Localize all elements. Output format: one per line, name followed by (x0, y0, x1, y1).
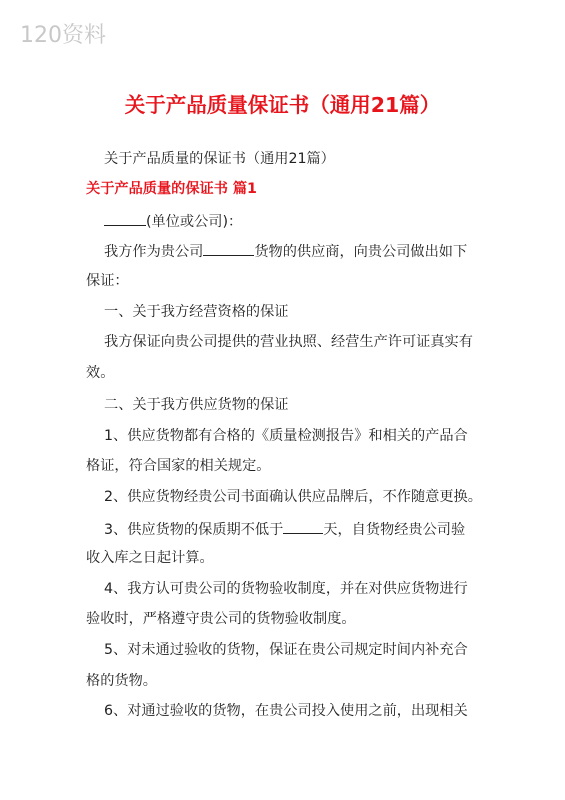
paragraph-text: 我方作为贵公司 (104, 244, 204, 260)
blank-underline (104, 210, 146, 226)
paragraph-line: 2、供应货物经贵公司书面确认供应品牌后，不作随意更换。 (104, 489, 482, 505)
paragraph-line: 6、对通过验收的货物，在贵公司投入使用之前，出现相关 (104, 703, 468, 719)
clause-heading: 一、关于我方经营资格的保证 (104, 304, 289, 320)
paragraph-line: 格证，符合国家的相关规定。 (86, 458, 271, 474)
paragraph-text: 货物的供应商，向贵公司做出如下 (254, 244, 468, 260)
blank-underline (283, 518, 323, 534)
watermark-logo: 120资料 (20, 23, 106, 48)
paragraph-line: 我方保证向贵公司提供的营业执照、经营生产许可证真实有 (104, 334, 473, 350)
section-heading: 关于产品质量的保证书 篇1 (86, 181, 257, 197)
paragraph-line: 效。 (86, 365, 115, 381)
paragraph-line: 5、对未通过验收的货物，保证在贵公司规定时间内补充合 (104, 642, 468, 658)
document-title: 关于产品质量保证书（通用21篇） (124, 93, 441, 117)
subtitle-line: 关于产品质量的保证书（通用21篇） (104, 151, 335, 167)
clause-heading: 二、关于我方供应货物的保证 (104, 397, 289, 413)
paragraph-line: 4、我方认可贵公司的货物验收制度，并在对供应货物进行 (104, 581, 468, 597)
paragraph-line (104, 518, 465, 540)
paragraph-line (104, 240, 467, 262)
paragraph-line: 格的货物。 (86, 673, 157, 689)
paragraph-line: 保证： (86, 273, 129, 289)
paragraph-line: 1、供应货物都有合格的《质量检测报告》和相关的产品合 (104, 428, 468, 444)
paragraph-text: 3、供应货物的保质期不低于 (104, 522, 284, 538)
addressee-line (104, 210, 242, 232)
paragraph-line: 收入库之日起计算。 (86, 550, 214, 566)
paragraph-text: 天，自货物经贵公司验 (323, 522, 466, 538)
paragraph-line: 验收时，严格遵守贵公司的货物验收制度。 (86, 611, 356, 627)
addressee-text: (单位或公司)： (146, 214, 243, 230)
blank-underline (203, 240, 254, 256)
